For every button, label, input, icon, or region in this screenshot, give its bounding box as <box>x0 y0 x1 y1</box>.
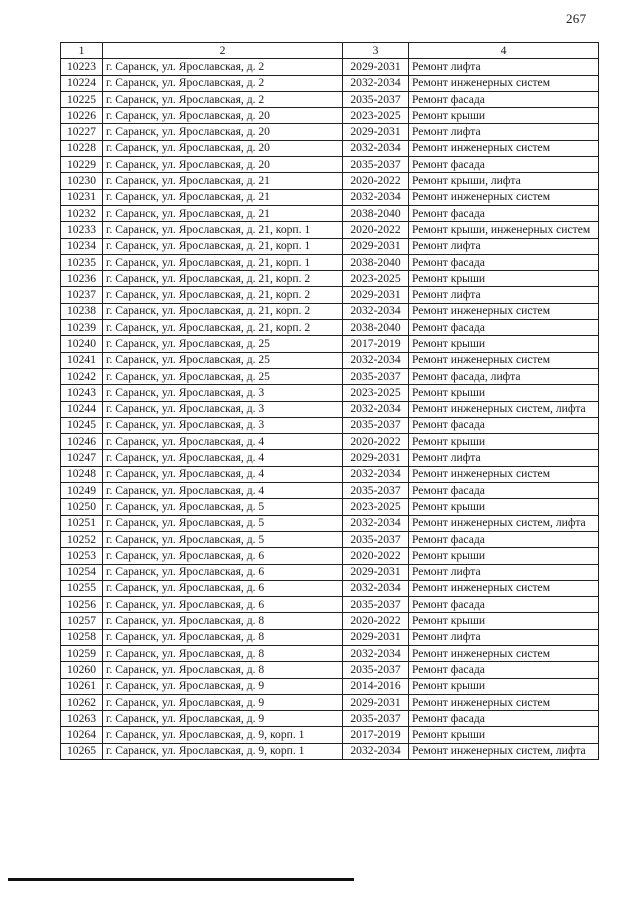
row-number-cell: 10235 <box>61 254 103 270</box>
address-cell: г. Саранск, ул. Ярославская, д. 8 <box>103 662 343 678</box>
row-number-cell: 10237 <box>61 287 103 303</box>
work-type-cell: Ремонт крыши <box>409 613 599 629</box>
work-type-cell: Ремонт инженерных систем <box>409 694 599 710</box>
period-cell: 2029-2031 <box>343 59 409 75</box>
table-row <box>61 368 599 384</box>
work-type-cell: Ремонт инженерных систем, лифта <box>409 743 599 759</box>
period-cell: 2020-2022 <box>343 173 409 189</box>
address-cell: г. Саранск, ул. Ярославская, д. 4 <box>103 483 343 499</box>
work-type-cell: Ремонт инженерных систем, лифта <box>409 515 599 531</box>
address-cell: г. Саранск, ул. Ярославская, д. 21, корп. 1 <box>103 238 343 254</box>
row-number-cell: 10245 <box>61 417 103 433</box>
row-number-cell: 10255 <box>61 580 103 596</box>
header-row <box>61 43 599 59</box>
period-cell: 2029-2031 <box>343 629 409 645</box>
address-cell: г. Саранск, ул. Ярославская, д. 4 <box>103 450 343 466</box>
table-row <box>61 108 599 124</box>
address-cell: г. Саранск, ул. Ярославская, д. 21, корп. 2 <box>103 303 343 319</box>
work-type-cell: Ремонт лифта <box>409 287 599 303</box>
table-row <box>61 238 599 254</box>
period-cell: 2029-2031 <box>343 450 409 466</box>
address-cell: г. Саранск, ул. Ярославская, д. 20 <box>103 124 343 140</box>
period-cell: 2032-2034 <box>343 75 409 91</box>
table-row <box>61 662 599 678</box>
address-cell: г. Саранск, ул. Ярославская, д. 9, корп. 1 <box>103 727 343 743</box>
row-number-cell: 10250 <box>61 499 103 515</box>
address-cell: г. Саранск, ул. Ярославская, д. 5 <box>103 531 343 547</box>
address-cell: г. Саранск, ул. Ярославская, д. 3 <box>103 385 343 401</box>
work-type-cell: Ремонт фасада <box>409 254 599 270</box>
work-type-cell: Ремонт крыши <box>409 434 599 450</box>
row-number-cell: 10225 <box>61 91 103 107</box>
address-cell: г. Саранск, ул. Ярославская, д. 3 <box>103 417 343 433</box>
period-cell: 2032-2034 <box>343 401 409 417</box>
work-type-cell: Ремонт фасада <box>409 531 599 547</box>
work-type-cell: Ремонт крыши <box>409 727 599 743</box>
table-row <box>61 59 599 75</box>
period-cell: 2029-2031 <box>343 238 409 254</box>
work-type-cell: Ремонт фасада <box>409 91 599 107</box>
work-type-cell: Ремонт инженерных систем, лифта <box>409 401 599 417</box>
work-type-cell: Ремонт инженерных систем <box>409 140 599 156</box>
table-row <box>61 336 599 352</box>
row-number-cell: 10257 <box>61 613 103 629</box>
table-row <box>61 597 599 613</box>
work-type-cell: Ремонт инженерных систем <box>409 189 599 205</box>
row-number-cell: 10239 <box>61 320 103 336</box>
address-cell: г. Саранск, ул. Ярославская, д. 5 <box>103 499 343 515</box>
address-cell: г. Саранск, ул. Ярославская, д. 8 <box>103 629 343 645</box>
period-cell: 2032-2034 <box>343 140 409 156</box>
address-cell: г. Саранск, ул. Ярославская, д. 8 <box>103 645 343 661</box>
row-number-cell: 10229 <box>61 157 103 173</box>
work-type-cell: Ремонт крыши <box>409 385 599 401</box>
work-type-cell: Ремонт инженерных систем <box>409 645 599 661</box>
table-row <box>61 743 599 759</box>
table-row <box>61 564 599 580</box>
work-type-cell: Ремонт инженерных систем <box>409 466 599 482</box>
table-row <box>61 222 599 238</box>
row-number-cell: 10248 <box>61 466 103 482</box>
period-cell: 2035-2037 <box>343 417 409 433</box>
work-type-cell: Ремонт крыши <box>409 678 599 694</box>
repair-schedule-table <box>60 42 599 760</box>
work-type-cell: Ремонт лифта <box>409 238 599 254</box>
period-cell: 2035-2037 <box>343 662 409 678</box>
address-cell: г. Саранск, ул. Ярославская, д. 8 <box>103 613 343 629</box>
work-type-cell: Ремонт инженерных систем <box>409 352 599 368</box>
row-number-cell: 10259 <box>61 645 103 661</box>
row-number-cell: 10240 <box>61 336 103 352</box>
period-cell: 2032-2034 <box>343 352 409 368</box>
table-row <box>61 694 599 710</box>
row-number-cell: 10233 <box>61 222 103 238</box>
table-row <box>61 450 599 466</box>
period-cell: 2029-2031 <box>343 124 409 140</box>
work-type-cell: Ремонт лифта <box>409 450 599 466</box>
table-row <box>61 515 599 531</box>
work-type-cell: Ремонт лифта <box>409 124 599 140</box>
address-cell: г. Саранск, ул. Ярославская, д. 6 <box>103 597 343 613</box>
period-cell: 2032-2034 <box>343 743 409 759</box>
row-number-cell: 10253 <box>61 548 103 564</box>
bottom-rule <box>8 878 354 881</box>
address-cell: г. Саранск, ул. Ярославская, д. 4 <box>103 466 343 482</box>
row-number-cell: 10243 <box>61 385 103 401</box>
address-cell: г. Саранск, ул. Ярославская, д. 6 <box>103 580 343 596</box>
row-number-cell: 10247 <box>61 450 103 466</box>
address-cell: г. Саранск, ул. Ярославская, д. 25 <box>103 368 343 384</box>
table-row <box>61 499 599 515</box>
row-number-cell: 10241 <box>61 352 103 368</box>
table-body <box>61 59 599 760</box>
address-cell: г. Саранск, ул. Ярославская, д. 6 <box>103 564 343 580</box>
period-cell: 2020-2022 <box>343 434 409 450</box>
period-cell: 2032-2034 <box>343 189 409 205</box>
table-row <box>61 548 599 564</box>
work-type-cell: Ремонт крыши <box>409 548 599 564</box>
table-row <box>61 205 599 221</box>
address-cell: г. Саранск, ул. Ярославская, д. 5 <box>103 515 343 531</box>
work-type-cell: Ремонт крыши, лифта <box>409 173 599 189</box>
address-cell: г. Саранск, ул. Ярославская, д. 21, корп. 2 <box>103 287 343 303</box>
column-header-work-type: 4 <box>409 43 599 59</box>
table-row <box>61 75 599 91</box>
period-cell: 2029-2031 <box>343 694 409 710</box>
table-row <box>61 466 599 482</box>
row-number-cell: 10231 <box>61 189 103 205</box>
address-cell: г. Саранск, ул. Ярославская, д. 21, корп. 2 <box>103 320 343 336</box>
table-header <box>61 43 599 59</box>
work-type-cell: Ремонт фасада <box>409 662 599 678</box>
table-row <box>61 727 599 743</box>
work-type-cell: Ремонт инженерных систем <box>409 75 599 91</box>
row-number-cell: 10238 <box>61 303 103 319</box>
period-cell: 2038-2040 <box>343 205 409 221</box>
address-cell: г. Саранск, ул. Ярославская, д. 2 <box>103 91 343 107</box>
row-number-cell: 10242 <box>61 368 103 384</box>
period-cell: 2035-2037 <box>343 531 409 547</box>
period-cell: 2023-2025 <box>343 385 409 401</box>
table-row <box>61 678 599 694</box>
work-type-cell: Ремонт крыши <box>409 108 599 124</box>
row-number-cell: 10264 <box>61 727 103 743</box>
work-type-cell: Ремонт фасада <box>409 597 599 613</box>
row-number-cell: 10256 <box>61 597 103 613</box>
address-cell: г. Саранск, ул. Ярославская, д. 21 <box>103 173 343 189</box>
period-cell: 2032-2034 <box>343 645 409 661</box>
table-row <box>61 434 599 450</box>
work-type-cell: Ремонт фасада <box>409 205 599 221</box>
address-cell: г. Саранск, ул. Ярославская, д. 21, корп. 2 <box>103 271 343 287</box>
table-row <box>61 140 599 156</box>
row-number-cell: 10251 <box>61 515 103 531</box>
row-number-cell: 10226 <box>61 108 103 124</box>
table-row <box>61 352 599 368</box>
period-cell: 2038-2040 <box>343 320 409 336</box>
period-cell: 2017-2019 <box>343 727 409 743</box>
row-number-cell: 10265 <box>61 743 103 759</box>
period-cell: 2035-2037 <box>343 483 409 499</box>
address-cell: г. Саранск, ул. Ярославская, д. 6 <box>103 548 343 564</box>
row-number-cell: 10224 <box>61 75 103 91</box>
row-number-cell: 10244 <box>61 401 103 417</box>
address-cell: г. Саранск, ул. Ярославская, д. 3 <box>103 401 343 417</box>
period-cell: 2020-2022 <box>343 613 409 629</box>
column-header-address: 2 <box>103 43 343 59</box>
column-header-period: 3 <box>343 43 409 59</box>
table-row <box>61 320 599 336</box>
row-number-cell: 10228 <box>61 140 103 156</box>
table-row <box>61 173 599 189</box>
address-cell: г. Саранск, ул. Ярославская, д. 21 <box>103 205 343 221</box>
work-type-cell: Ремонт фасада, лифта <box>409 368 599 384</box>
address-cell: г. Саранск, ул. Ярославская, д. 2 <box>103 75 343 91</box>
table-row <box>61 580 599 596</box>
work-type-cell: Ремонт фасада <box>409 157 599 173</box>
address-cell: г. Саранск, ул. Ярославская, д. 20 <box>103 108 343 124</box>
row-number-cell: 10236 <box>61 271 103 287</box>
address-cell: г. Саранск, ул. Ярославская, д. 21 <box>103 189 343 205</box>
row-number-cell: 10260 <box>61 662 103 678</box>
table-row <box>61 385 599 401</box>
table-row <box>61 189 599 205</box>
table-row <box>61 417 599 433</box>
row-number-cell: 10258 <box>61 629 103 645</box>
work-type-cell: Ремонт лифта <box>409 59 599 75</box>
table-row <box>61 271 599 287</box>
row-number-cell: 10227 <box>61 124 103 140</box>
column-header-number: 1 <box>61 43 103 59</box>
work-type-cell: Ремонт крыши, инженерных систем <box>409 222 599 238</box>
address-cell: г. Саранск, ул. Ярославская, д. 21, корп. 1 <box>103 254 343 270</box>
table-row <box>61 711 599 727</box>
table-row <box>61 531 599 547</box>
row-number-cell: 10230 <box>61 173 103 189</box>
work-type-cell: Ремонт крыши <box>409 336 599 352</box>
row-number-cell: 10223 <box>61 59 103 75</box>
work-type-cell: Ремонт лифта <box>409 564 599 580</box>
period-cell: 2029-2031 <box>343 287 409 303</box>
row-number-cell: 10254 <box>61 564 103 580</box>
work-type-cell: Ремонт фасада <box>409 417 599 433</box>
period-cell: 2023-2025 <box>343 108 409 124</box>
period-cell: 2035-2037 <box>343 711 409 727</box>
table-row <box>61 157 599 173</box>
address-cell: г. Саранск, ул. Ярославская, д. 9 <box>103 711 343 727</box>
period-cell: 2032-2034 <box>343 303 409 319</box>
work-type-cell: Ремонт крыши <box>409 271 599 287</box>
address-cell: г. Саранск, ул. Ярославская, д. 20 <box>103 157 343 173</box>
period-cell: 2035-2037 <box>343 157 409 173</box>
address-cell: г. Саранск, ул. Ярославская, д. 2 <box>103 59 343 75</box>
address-cell: г. Саранск, ул. Ярославская, д. 9 <box>103 678 343 694</box>
work-type-cell: Ремонт фасада <box>409 320 599 336</box>
work-type-cell: Ремонт фасада <box>409 711 599 727</box>
row-number-cell: 10263 <box>61 711 103 727</box>
row-number-cell: 10261 <box>61 678 103 694</box>
table-row <box>61 629 599 645</box>
work-type-cell: Ремонт лифта <box>409 629 599 645</box>
period-cell: 2014-2016 <box>343 678 409 694</box>
work-type-cell: Ремонт инженерных систем <box>409 303 599 319</box>
period-cell: 2032-2034 <box>343 515 409 531</box>
address-cell: г. Саранск, ул. Ярославская, д. 9 <box>103 694 343 710</box>
period-cell: 2032-2034 <box>343 580 409 596</box>
table-row <box>61 303 599 319</box>
row-number-cell: 10232 <box>61 205 103 221</box>
work-type-cell: Ремонт фасада <box>409 483 599 499</box>
row-number-cell: 10249 <box>61 483 103 499</box>
address-cell: г. Саранск, ул. Ярославская, д. 21, корп. 1 <box>103 222 343 238</box>
table-row <box>61 401 599 417</box>
row-number-cell: 10252 <box>61 531 103 547</box>
table-row <box>61 254 599 270</box>
table-row <box>61 645 599 661</box>
period-cell: 2032-2034 <box>343 466 409 482</box>
period-cell: 2035-2037 <box>343 368 409 384</box>
address-cell: г. Саранск, ул. Ярославская, д. 20 <box>103 140 343 156</box>
address-cell: г. Саранск, ул. Ярославская, д. 25 <box>103 352 343 368</box>
work-type-cell: Ремонт инженерных систем <box>409 580 599 596</box>
period-cell: 2035-2037 <box>343 91 409 107</box>
period-cell: 2020-2022 <box>343 222 409 238</box>
period-cell: 2035-2037 <box>343 597 409 613</box>
address-cell: г. Саранск, ул. Ярославская, д. 4 <box>103 434 343 450</box>
table-row <box>61 613 599 629</box>
row-number-cell: 10246 <box>61 434 103 450</box>
address-cell: г. Саранск, ул. Ярославская, д. 25 <box>103 336 343 352</box>
period-cell: 2023-2025 <box>343 499 409 515</box>
period-cell: 2029-2031 <box>343 564 409 580</box>
row-number-cell: 10262 <box>61 694 103 710</box>
table-row <box>61 483 599 499</box>
period-cell: 2020-2022 <box>343 548 409 564</box>
table-row <box>61 124 599 140</box>
row-number-cell: 10234 <box>61 238 103 254</box>
period-cell: 2023-2025 <box>343 271 409 287</box>
page-number: 267 <box>566 11 587 26</box>
table-row <box>61 91 599 107</box>
table-row <box>61 287 599 303</box>
work-type-cell: Ремонт крыши <box>409 499 599 515</box>
period-cell: 2017-2019 <box>343 336 409 352</box>
address-cell: г. Саранск, ул. Ярославская, д. 9, корп. 1 <box>103 743 343 759</box>
period-cell: 2038-2040 <box>343 254 409 270</box>
